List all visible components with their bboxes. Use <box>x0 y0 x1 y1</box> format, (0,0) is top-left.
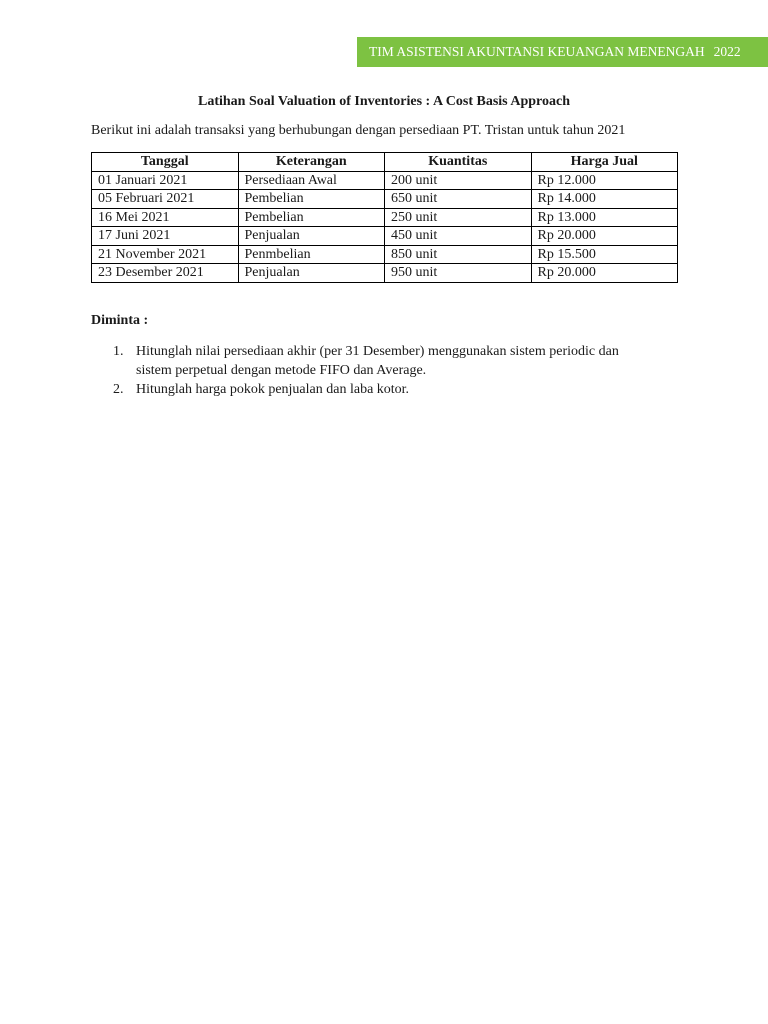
cell-harga-jual: Rp 13.000 <box>531 208 678 227</box>
list-item-text-line: Hitunglah nilai persediaan akhir (per 31 Desember) menggunakan sistem periodic dan <box>136 344 619 359</box>
cell-kuantitas: 950 unit <box>385 264 532 283</box>
transactions-table <box>91 152 678 283</box>
intro-paragraph: Berikut ini adalah transaksi yang berhubungan dengan persediaan PT. Tristan untuk tahun 2021 <box>91 123 626 138</box>
list-item <box>91 380 671 399</box>
cell-kuantitas: 450 unit <box>385 227 532 246</box>
cell-harga-jual: Rp 12.000 <box>531 171 678 190</box>
header-label: TIM ASISTENSI AKUNTANSI KEUANGAN MENENGAH <box>369 44 705 59</box>
table-row <box>92 171 678 190</box>
cell-keterangan: Penjualan <box>238 264 385 283</box>
cell-keterangan: Persediaan Awal <box>238 171 385 190</box>
cell-tanggal: 17 Juni 2021 <box>92 227 239 246</box>
cell-keterangan: Pembelian <box>238 190 385 209</box>
cell-keterangan: Penjualan <box>238 227 385 246</box>
column-header-harga-jual: Harga Jual <box>531 153 678 172</box>
cell-harga-jual: Rp 20.000 <box>531 264 678 283</box>
list-item-text-line: Hitunglah harga pokok penjualan dan laba kotor. <box>136 382 410 397</box>
cell-tanggal: 01 Januari 2021 <box>92 171 239 190</box>
task-list <box>91 342 671 399</box>
list-item-number: 2. <box>113 382 124 397</box>
cell-tanggal: 23 Desember 2021 <box>92 264 239 283</box>
list-item <box>91 342 671 380</box>
cell-kuantitas: 250 unit <box>385 208 532 227</box>
table-row <box>92 264 678 283</box>
cell-tanggal: 21 November 2021 <box>92 245 239 264</box>
document-title: Latihan Soal Valuation of Inventories : A Cost Basis Approach <box>198 94 570 109</box>
list-item-text-line: sistem perpetual dengan metode FIFO dan Average. <box>136 363 427 378</box>
table-row <box>92 227 678 246</box>
cell-kuantitas: 200 unit <box>385 171 532 190</box>
table-row <box>92 245 678 264</box>
cell-keterangan: Pembelian <box>238 208 385 227</box>
column-header-tanggal: Tanggal <box>92 153 239 172</box>
table-header-row <box>92 153 678 172</box>
cell-keterangan: Penmbelian <box>238 245 385 264</box>
header-band <box>357 37 768 67</box>
table-row <box>92 208 678 227</box>
cell-kuantitas: 650 unit <box>385 190 532 209</box>
cell-tanggal: 05 Februari 2021 <box>92 190 239 209</box>
table-row <box>92 190 678 209</box>
cell-kuantitas: 850 unit <box>385 245 532 264</box>
list-item-number: 1. <box>113 344 124 359</box>
header-year: 2022 <box>713 44 741 59</box>
diminta-heading: Diminta : <box>91 313 149 328</box>
column-header-kuantitas: Kuantitas <box>385 153 532 172</box>
cell-harga-jual: Rp 14.000 <box>531 190 678 209</box>
cell-harga-jual: Rp 20.000 <box>531 227 678 246</box>
column-header-keterangan: Keterangan <box>238 153 385 172</box>
cell-tanggal: 16 Mei 2021 <box>92 208 239 227</box>
cell-harga-jual: Rp 15.500 <box>531 245 678 264</box>
